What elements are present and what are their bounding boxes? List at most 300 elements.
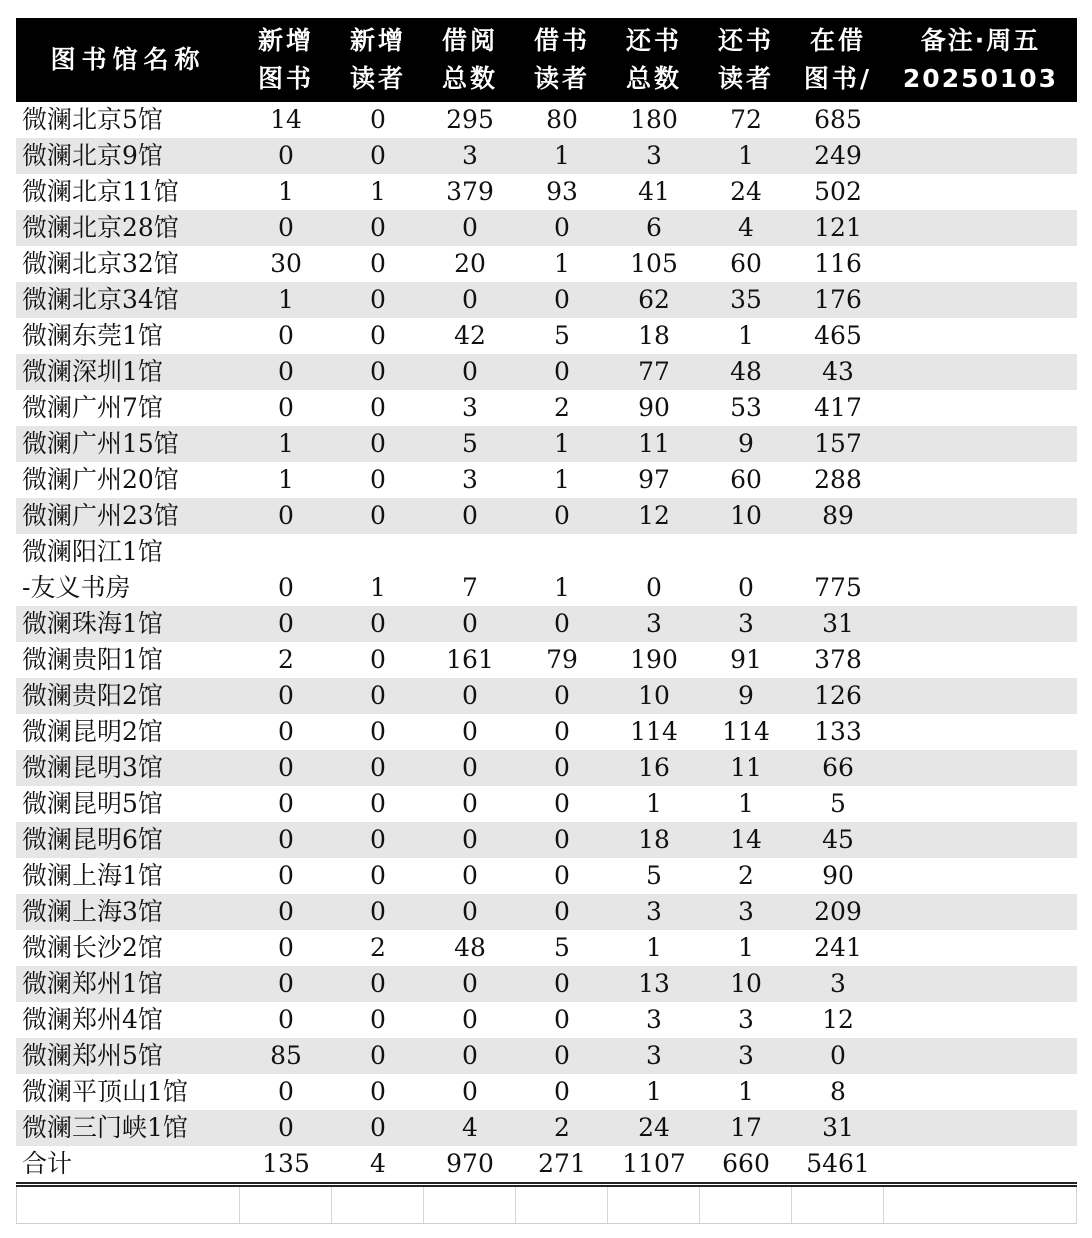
books-on-loan-cell: 249 [792, 138, 884, 174]
return-readers-cell: 60 [730, 249, 762, 278]
new-books-cell: 0 [240, 966, 332, 1002]
remark-cell [884, 1038, 1077, 1074]
table-row [16, 138, 1077, 174]
new-readers-cell: 0 [332, 750, 424, 786]
table-row [16, 390, 1077, 426]
return-readers-cell: 17 [700, 1110, 792, 1146]
library-name-cell: 微澜郑州5馆 [16, 1038, 240, 1074]
books-on-loan-cell: 43 [792, 354, 884, 390]
return-readers-cell: 9 [700, 426, 792, 462]
books-on-loan-cell: 417 [814, 393, 862, 422]
new-books-cell: 0 [240, 498, 332, 534]
return-readers-cell: 3 [738, 1005, 754, 1034]
total-returns-cell: 97 [638, 465, 670, 494]
new-books-cell: 0 [240, 678, 332, 714]
table-row [16, 678, 1077, 714]
borrow-readers-cell: 271 [516, 1146, 608, 1183]
remark-cell [884, 174, 1077, 210]
table-row [16, 606, 1077, 642]
total-returns-cell: 0 [646, 573, 662, 602]
books-on-loan-cell: 378 [814, 645, 862, 674]
total-borrows-cell: 0 [424, 966, 516, 1002]
library-name-cell: 微澜广州20馆 [22, 465, 179, 494]
total-returns-cell: 5 [646, 861, 662, 890]
borrow-readers-cell: 0 [516, 678, 608, 714]
remark-cell [884, 102, 1077, 138]
header-remark: 备注·周五 20250103 [884, 18, 1077, 102]
return-readers-cell: 1 [738, 789, 754, 818]
library-name-cell: 微澜昆明3馆 [16, 750, 240, 786]
new-books-cell: 0 [278, 933, 294, 962]
table-row [16, 1110, 1077, 1146]
header-books-on-loan: 在借 图书/ [792, 18, 884, 102]
books-on-loan-cell: 5461 [792, 1146, 884, 1183]
remark-cell [884, 354, 1077, 390]
total-borrows-cell: 0 [424, 210, 516, 246]
borrow-readers-cell: 1 [554, 573, 570, 602]
new-books-cell: 1 [240, 426, 332, 462]
total-returns-cell: 12 [608, 498, 700, 534]
table-row [16, 642, 1077, 678]
new-books-cell: 0 [278, 1077, 294, 1106]
books-on-loan-cell: 31 [792, 1110, 884, 1146]
total-returns-cell: 77 [608, 354, 700, 390]
new-books-cell: 14 [270, 105, 302, 134]
return-readers-cell: 9 [700, 678, 792, 714]
new-readers-cell: 0 [332, 606, 424, 642]
table-row [16, 966, 1077, 1002]
new-books-cell: 2 [278, 645, 294, 674]
borrow-readers-cell: 1 [516, 426, 608, 462]
library-name-cell: 微澜郑州1馆 [16, 966, 240, 1002]
new-readers-cell: 0 [332, 282, 424, 318]
return-readers-cell: 3 [700, 606, 792, 642]
table-row [16, 246, 1077, 282]
books-on-loan-cell: 5 [830, 789, 846, 818]
table-row [16, 858, 1077, 894]
remark-cell [884, 1074, 1077, 1110]
empty-cell [332, 1187, 424, 1223]
borrow-readers-cell: 0 [554, 717, 570, 746]
new-readers-cell: 2 [370, 933, 386, 962]
header-total-returns: 还书 总数 [608, 18, 700, 102]
total-borrows-cell: 4 [424, 1110, 516, 1146]
return-readers-cell: 35 [700, 282, 792, 318]
new-books-cell: 0 [278, 573, 294, 602]
total-returns-cell: 62 [608, 282, 700, 318]
total-returns-cell: 90 [638, 393, 670, 422]
return-readers-cell: 1 [738, 321, 754, 350]
library-name-cell: 微澜北京32馆 [22, 249, 179, 278]
new-books-cell: 0 [278, 321, 294, 350]
library-name-cell: 微澜长沙2馆 [22, 933, 163, 962]
library-name-cell: 微澜三门峡1馆 [16, 1110, 240, 1146]
return-readers-cell: 48 [700, 354, 792, 390]
header-row [16, 18, 1077, 102]
total-returns-cell: 24 [608, 1110, 700, 1146]
borrow-readers-cell: 0 [516, 354, 608, 390]
total-borrows-cell: 161 [446, 645, 494, 674]
table-row [16, 174, 1077, 210]
library-name-cell: 微澜昆明6馆 [16, 822, 240, 858]
new-books-cell: 0 [240, 210, 332, 246]
new-readers-cell: 0 [370, 717, 386, 746]
remark-cell [884, 426, 1077, 462]
new-readers-cell: 0 [370, 321, 386, 350]
new-readers-cell: 0 [332, 354, 424, 390]
books-on-loan-cell: 288 [814, 465, 862, 494]
total-borrows-cell: 0 [424, 678, 516, 714]
total-borrows-cell: 0 [462, 1005, 478, 1034]
library-name-cell: 微澜北京11馆 [22, 177, 179, 206]
empty-cell [608, 1187, 700, 1223]
total-borrows-cell: 5 [424, 426, 516, 462]
table-row [16, 750, 1077, 786]
remark-cell [884, 930, 1077, 966]
table-row [16, 822, 1077, 858]
library-name-cell: 微澜北京5馆 [22, 105, 163, 134]
new-books-cell: 0 [240, 606, 332, 642]
new-books-cell: 0 [240, 138, 332, 174]
new-books-cell: 85 [240, 1038, 332, 1074]
total-returns-cell: 18 [608, 822, 700, 858]
library-name-cell: 微澜北京34馆 [16, 282, 240, 318]
return-readers-cell: 3 [700, 894, 792, 930]
borrow-readers-cell: 2 [554, 393, 570, 422]
total-borrows-cell: 3 [462, 393, 478, 422]
total-borrows-cell: 0 [424, 282, 516, 318]
library-name-cell: 微澜广州23馆 [16, 498, 240, 534]
borrow-readers-cell: 1 [554, 249, 570, 278]
total-borrows-cell: 0 [424, 354, 516, 390]
table-row [16, 354, 1077, 390]
remark-cell [884, 462, 1077, 498]
total-returns-cell: 3 [646, 1005, 662, 1034]
new-readers-cell: 0 [370, 465, 386, 494]
new-books-cell: 0 [278, 861, 294, 890]
return-readers-cell: 10 [700, 498, 792, 534]
remark-cell [884, 282, 1077, 318]
books-on-loan-cell: 45 [792, 822, 884, 858]
total-returns-cell: 1 [646, 933, 662, 962]
table-row [16, 498, 1077, 534]
total-returns-cell: 11 [608, 426, 700, 462]
remark-cell [884, 1110, 1077, 1146]
total-borrows-cell: 3 [462, 465, 478, 494]
new-readers-cell: 1 [370, 177, 386, 206]
total-borrows-cell: 0 [424, 894, 516, 930]
new-readers-cell: 0 [370, 1077, 386, 1106]
empty-cell [700, 1187, 792, 1223]
new-readers-cell: 0 [332, 822, 424, 858]
table-row [16, 786, 1077, 822]
new-readers-cell: 0 [332, 210, 424, 246]
header-new-readers: 新增 读者 [332, 18, 424, 102]
books-on-loan-cell: 126 [792, 678, 884, 714]
new-readers-cell: 0 [332, 894, 424, 930]
table-row [16, 1074, 1077, 1110]
total-borrows-cell: 0 [462, 789, 478, 818]
total-borrows-cell: 0 [424, 498, 516, 534]
total-returns-cell: 3 [608, 894, 700, 930]
borrow-readers-cell: 79 [546, 645, 578, 674]
borrow-readers-cell: 0 [554, 789, 570, 818]
remark-cell [884, 318, 1077, 354]
library-name-cell: 微澜北京28馆 [16, 210, 240, 246]
total-returns-cell: 114 [630, 717, 678, 746]
new-readers-cell: 4 [332, 1146, 424, 1183]
borrow-readers-cell: 5 [554, 933, 570, 962]
total-borrows-cell: 0 [462, 861, 478, 890]
total-returns-cell: 180 [630, 105, 678, 134]
total-borrows-cell: 295 [446, 105, 494, 134]
library-name-cell: 微澜平顶山1馆 [22, 1077, 188, 1106]
header-library-name: 图书馆名称 [16, 18, 240, 102]
library-stats-sheet [16, 18, 1077, 1184]
total-returns-cell: 16 [608, 750, 700, 786]
library-name-cell: 微澜珠海1馆 [16, 606, 240, 642]
total-returns-cell: 3 [608, 138, 700, 174]
table-row [16, 534, 1077, 606]
return-readers-cell: 660 [700, 1146, 792, 1183]
total-borrows-cell: 3 [424, 138, 516, 174]
empty-cell [16, 1187, 240, 1223]
remark-cell [884, 750, 1077, 786]
books-on-loan-cell: 89 [792, 498, 884, 534]
table-row [16, 102, 1077, 138]
borrow-readers-cell: 1 [554, 465, 570, 494]
empty-cell [240, 1187, 332, 1223]
header-return-readers: 还书 读者 [700, 18, 792, 102]
new-books-cell: 1 [278, 465, 294, 494]
new-books-cell: 1 [240, 282, 332, 318]
table-row [16, 894, 1077, 930]
new-books-cell: 0 [240, 894, 332, 930]
return-readers-cell: 60 [730, 465, 762, 494]
header-new-books: 新增 图书 [240, 18, 332, 102]
borrow-readers-cell: 0 [516, 966, 608, 1002]
remark-cell [884, 1002, 1077, 1038]
remark-cell [884, 822, 1077, 858]
borrow-readers-cell: 80 [546, 105, 578, 134]
new-books-cell: 0 [240, 354, 332, 390]
library-name-cell: 微澜深圳1馆 [16, 354, 240, 390]
return-readers-cell: 14 [700, 822, 792, 858]
total-borrows-cell: 0 [462, 717, 478, 746]
return-readers-cell: 3 [700, 1038, 792, 1074]
remark-cell [884, 714, 1077, 750]
table-body [16, 102, 1077, 1183]
return-readers-cell: 11 [700, 750, 792, 786]
new-readers-cell: 0 [370, 861, 386, 890]
total-borrows-cell: 42 [454, 321, 486, 350]
books-on-loan-cell: 116 [814, 249, 862, 278]
remark-cell [884, 678, 1077, 714]
borrow-readers-cell: 0 [516, 210, 608, 246]
new-readers-cell: 0 [370, 789, 386, 818]
remark-cell [884, 858, 1077, 894]
new-books-cell: 30 [270, 249, 302, 278]
total-returns-cell: 3 [608, 606, 700, 642]
books-on-loan-cell: 241 [814, 933, 862, 962]
library-name-cell: 微澜上海3馆 [16, 894, 240, 930]
table-row [16, 1002, 1077, 1038]
remark-cell [884, 966, 1077, 1002]
library-name-cell: 微澜贵阳2馆 [16, 678, 240, 714]
library-name-cell: 微澜阳江1馆 -友义书房 [22, 537, 163, 602]
remark-cell [884, 498, 1077, 534]
total-borrows-cell: 0 [462, 1077, 478, 1106]
new-readers-cell: 0 [332, 426, 424, 462]
new-readers-cell: 0 [332, 966, 424, 1002]
return-readers-cell: 1 [738, 1077, 754, 1106]
total-borrows-cell: 0 [424, 606, 516, 642]
new-books-cell: 0 [240, 1110, 332, 1146]
library-name-cell: 微澜北京9馆 [16, 138, 240, 174]
total-returns-cell: 1 [646, 789, 662, 818]
table-row [16, 930, 1077, 966]
remark-cell [884, 894, 1077, 930]
library-name-cell: 合计 [16, 1146, 240, 1183]
total-returns-cell: 13 [608, 966, 700, 1002]
library-name-cell: 微澜东莞1馆 [22, 321, 163, 350]
new-readers-cell: 0 [332, 498, 424, 534]
borrow-readers-cell: 0 [516, 894, 608, 930]
library-name-cell: 微澜贵阳1馆 [22, 645, 163, 674]
new-readers-cell: 0 [370, 249, 386, 278]
remark-cell [884, 606, 1077, 642]
new-readers-cell: 0 [332, 138, 424, 174]
books-on-loan-cell: 775 [814, 573, 862, 602]
new-books-cell: 0 [278, 393, 294, 422]
total-returns-cell: 6 [608, 210, 700, 246]
total-returns-cell: 3 [608, 1038, 700, 1074]
library-name-cell: 微澜上海1馆 [22, 861, 163, 890]
total-borrows-cell: 48 [454, 933, 486, 962]
books-on-loan-cell: 12 [822, 1005, 854, 1034]
total-returns-cell: 105 [630, 249, 678, 278]
new-readers-cell: 0 [370, 393, 386, 422]
borrow-readers-cell: 1 [516, 138, 608, 174]
table-row [16, 1038, 1077, 1074]
total-borrows-cell: 0 [424, 1038, 516, 1074]
borrow-readers-cell: 2 [516, 1110, 608, 1146]
header-borrow-readers: 借书 读者 [516, 18, 608, 102]
table-row [16, 462, 1077, 498]
return-readers-cell: 10 [700, 966, 792, 1002]
total-borrows-cell: 0 [424, 822, 516, 858]
borrow-readers-cell: 0 [516, 750, 608, 786]
remark-cell [884, 246, 1077, 282]
books-on-loan-cell: 465 [814, 321, 862, 350]
new-books-cell: 135 [240, 1146, 332, 1183]
remark-cell [884, 642, 1077, 678]
borrow-readers-cell: 0 [554, 1005, 570, 1034]
return-readers-cell: 0 [738, 573, 754, 602]
total-borrows-cell: 970 [424, 1146, 516, 1183]
library-stats-table [16, 18, 1077, 1184]
borrow-readers-cell: 0 [516, 282, 608, 318]
table-row [16, 282, 1077, 318]
total-borrows-cell: 7 [462, 573, 478, 602]
return-readers-cell: 24 [730, 177, 762, 206]
remark-cell [884, 390, 1077, 426]
books-on-loan-cell: 502 [814, 177, 862, 206]
table-row [16, 318, 1077, 354]
empty-cell [516, 1187, 608, 1223]
total-borrows-cell: 20 [454, 249, 486, 278]
borrow-readers-cell: 93 [546, 177, 578, 206]
total-borrows-cell: 0 [424, 750, 516, 786]
return-readers-cell: 1 [700, 138, 792, 174]
books-on-loan-cell: 90 [822, 861, 854, 890]
books-on-loan-cell: 8 [830, 1077, 846, 1106]
return-readers-cell: 1 [738, 933, 754, 962]
new-readers-cell: 0 [332, 1038, 424, 1074]
new-readers-cell: 1 [370, 573, 386, 602]
empty-row [16, 1185, 1077, 1224]
return-readers-cell: 53 [730, 393, 762, 422]
new-books-cell: 0 [278, 789, 294, 818]
remark-cell [884, 210, 1077, 246]
return-readers-cell: 91 [730, 645, 762, 674]
borrow-readers-cell: 0 [554, 861, 570, 890]
new-readers-cell: 0 [370, 645, 386, 674]
table-row [16, 210, 1077, 246]
books-on-loan-cell: 121 [792, 210, 884, 246]
total-returns-cell: 190 [630, 645, 678, 674]
empty-cell [884, 1187, 1077, 1223]
library-name-cell: 微澜广州7馆 [22, 393, 163, 422]
new-books-cell: 0 [240, 822, 332, 858]
books-on-loan-cell: 31 [792, 606, 884, 642]
borrow-readers-cell: 0 [516, 1038, 608, 1074]
new-readers-cell: 0 [370, 1005, 386, 1034]
borrow-readers-cell: 0 [554, 1077, 570, 1106]
return-readers-cell: 114 [722, 717, 770, 746]
books-on-loan-cell: 209 [792, 894, 884, 930]
empty-cell [424, 1187, 516, 1223]
total-returns-cell: 1 [646, 1077, 662, 1106]
remark-cell [884, 138, 1077, 174]
total-returns-cell: 18 [638, 321, 670, 350]
empty-cell [792, 1187, 884, 1223]
borrow-readers-cell: 0 [516, 822, 608, 858]
remark-cell [884, 786, 1077, 822]
total-borrows-cell: 379 [446, 177, 494, 206]
new-books-cell: 0 [278, 1005, 294, 1034]
library-name-cell: 微澜广州15馆 [16, 426, 240, 462]
books-on-loan-cell: 685 [814, 105, 862, 134]
borrow-readers-cell: 0 [516, 606, 608, 642]
new-books-cell: 0 [240, 750, 332, 786]
borrow-readers-cell: 5 [554, 321, 570, 350]
books-on-loan-cell: 176 [792, 282, 884, 318]
books-on-loan-cell: 133 [814, 717, 862, 746]
borrow-readers-cell: 0 [516, 498, 608, 534]
library-name-cell: 微澜郑州4馆 [22, 1005, 163, 1034]
library-name-cell: 微澜昆明5馆 [22, 789, 163, 818]
total-returns-cell: 10 [608, 678, 700, 714]
books-on-loan-cell: 157 [792, 426, 884, 462]
books-on-loan-cell: 3 [792, 966, 884, 1002]
remark-cell [884, 1146, 1077, 1183]
books-on-loan-cell: 0 [792, 1038, 884, 1074]
return-readers-cell: 72 [730, 105, 762, 134]
header-total-borrows: 借阅 总数 [424, 18, 516, 102]
table-row [16, 426, 1077, 462]
table-row [16, 714, 1077, 750]
